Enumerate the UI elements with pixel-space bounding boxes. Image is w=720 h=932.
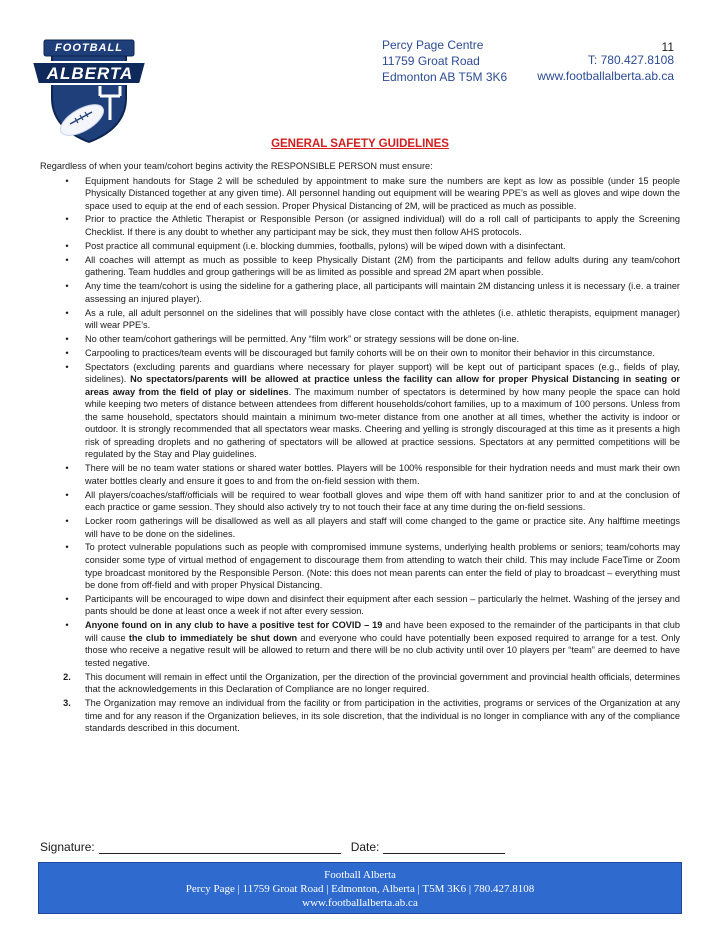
bullet-icon: • — [65, 240, 69, 251]
page-number: 11 — [661, 40, 674, 54]
footer-org-name: Football Alberta — [324, 869, 396, 881]
list-item: • Locker room gatherings will be disallowed as well as all players and staff will come changed to the game or practice site. Any halftime meetings will have to be done on the sidelines. — [40, 515, 680, 540]
date-label: Date: — [350, 840, 380, 854]
address-line: Percy Page Centre — [382, 38, 484, 52]
header-address — [382, 37, 507, 85]
logo-text-top: FOOTBALL — [55, 42, 123, 54]
list-item: • No other team/cohort gatherings will be permitted. Any “film work” or strategy sessions will be done on-line. — [40, 333, 680, 346]
bullet-icon: • — [65, 593, 69, 604]
bullet-icon: • — [65, 620, 69, 631]
logo-text-main: ALBERTA — [46, 64, 134, 83]
list-item: • To protect vulnerable populations such as people with compromised immune systems, underlying health problems or seniors; team/cohorts may consider some type of virtual method of engagement to discourage them from attending to watch their child. This may include FaceTime or Zoom type broadcast monitored by the Responsible Person. (Note: this does not mean parents can enter the field of play to broadcast – everything must be done from off-field and with proper Physical Distancing. — [40, 541, 680, 591]
bullet-icon: • — [65, 542, 69, 553]
page-title: GENERAL SAFETY GUIDELINES — [271, 138, 449, 150]
guidelines-body — [40, 160, 680, 736]
bullet-icon: • — [65, 175, 69, 186]
football-alberta-logo — [30, 36, 148, 144]
numbered-item: 3. The Organization may remove an individual from the facility or from participation in the activities, programs or services of the Organization at any time and for any reason if the Organization believes, in its sole discretion, that the individual is no longer in compliance with any of the compliance standards described in this document. — [40, 697, 680, 735]
bullet-icon: • — [65, 254, 69, 265]
guidelines-list — [40, 175, 680, 670]
phone-number: T: 780.427.8108 — [587, 53, 674, 67]
signature-label: Signature: — [40, 840, 95, 854]
website-link[interactable]: www.footballalberta.ab.ca — [537, 69, 674, 83]
address-line: Edmonton AB T5M 3K6 — [382, 70, 508, 84]
bullet-icon: • — [65, 361, 69, 372]
intro-text: Regardless of when your team/cohort begins activity the RESPONSIBLE PERSON must ensure: — [40, 161, 433, 171]
list-item: • Spectators (excluding parents and guardians where necessary for player support) will be kept out of participant spaces (e.g., fields of play, sidelines). No spectators/parents will be allowed at practice unless the facility can allow for proper Physical Distancing in seating or areas away from the field of play or sidelines. The maximum number of spectators is determined by how many people the space can hold while keeping two meters of distance between attendees from different households/cohort families, up to a maximum of 100 persons. Unless from the same household, spectators should maintain a minimum two-meter distance from one another at all times, whether the activity is indoor or outdoor. It is strongly recommended that all spectators wear masks. Cheering and yelling is strongly discouraged at this time as it presents a high risk of spreading droplets and no gathering of spectators will be allowed at practice sessions. Spectators at any permitted competitions will be regulated by the Stay and Play guidelines. — [40, 361, 680, 461]
footer-address: Percy Page | 11759 Groat Road | Edmonton, Alberta | T5M 3K6 | 780.427.8108 — [185, 883, 535, 895]
numbered-item: 2. This document will remain in effect until the Organization, per the direction of the provincial government and provincial health officials, determines that the acknowledgements in this Declaration of Compliance are no longer required. — [40, 671, 680, 696]
signature-row — [40, 840, 511, 854]
list-item: • As a rule, all adult personnel on the sidelines that will possibly have close contact with the athletes (i.e. athletic therapists, equipment manager) will wear PPE’s. — [40, 307, 680, 332]
list-item: • All players/coaches/staff/officials will be required to wear football gloves and wipe them off with hand sanitizer prior to and at the conclusion of each practice or game session. They should also actively try to not touch their face at any time during the on-field sessions. — [40, 489, 680, 514]
list-item: • Anyone found on in any club to have a positive test for COVID – 19 and have been exposed to the remainder of the participants in that club will cause the club to immediately be shut down and everyone who could have potentially been exposed required to arrange for a test. Only those who receive a negative result will be allowed to return and there will be no club activity until over 10 players per “team” are deemed to have tested negative. — [40, 619, 680, 669]
page-footer — [38, 862, 682, 914]
bullet-icon: • — [65, 347, 69, 358]
list-item: • All coaches will attempt as much as possible to keep Physically Distant (2M) from the participants and fellow adults during any team/cohort gathering. Team huddles and group gatherings will be as limited as possible and spread 2M apart when possible. — [40, 254, 680, 279]
bullet-icon: • — [65, 463, 69, 474]
bullet-icon: • — [65, 516, 69, 527]
numbered-list — [40, 671, 680, 735]
address-line: 11759 Groat Road — [382, 54, 480, 68]
bullet-icon: • — [65, 333, 69, 344]
item-number: 2. — [63, 671, 71, 682]
list-item: • There will be no team water stations or shared water bottles. Players will be 100% responsible for their hydration needs and must mark their own water bottles clearly and ensure it goes to and from the on-field session with them. — [40, 462, 680, 487]
list-item: • Carpooling to practices/team events will be discouraged but family cohorts will be on their own to monitor their behavior in this circumstance. — [40, 347, 680, 360]
bullet-icon: • — [65, 307, 69, 318]
list-item: • Participants will be encouraged to wipe down and disinfect their equipment after each session – particularly the helmet. Washing of the jersey and pants should be done at least once a week if not after every session. — [40, 593, 680, 618]
list-item: • Equipment handouts for Stage 2 will be scheduled by appointment to make sure the numbers are kept as low as possible (under 15 people Physically Distanced together at any given time). All personnel handing out equipment will be wearing PPE’s as well as gloves and wipe down the space used to equip at the end of each session. Proper Physical Distancing of 2M, will be practiced as much as possible. — [40, 175, 680, 213]
bullet-icon: • — [65, 214, 69, 225]
date-field[interactable] — [383, 841, 505, 854]
list-item: • Any time the team/cohort is using the sideline for a gathering place, all participants will maintain 2M distancing unless it is necessary (i.e. a trainer assessing an injured player). — [40, 280, 680, 305]
header-contact — [537, 52, 674, 84]
footer-website[interactable]: www.footballalberta.ab.ca — [302, 897, 418, 909]
item-number: 3. — [63, 698, 71, 709]
signature-field[interactable] — [99, 841, 341, 854]
bullet-icon: • — [65, 281, 69, 292]
bullet-icon: • — [65, 489, 69, 500]
list-item: • Post practice all communal equipment (i.e. blocking dummies, footballs, pylons) will be wiped down with a disinfectant. — [40, 240, 680, 253]
list-item: • Prior to practice the Athletic Therapist or Responsible Person (or assigned individual) will do a roll call of participants to apply the Screening Checklist. If there is any doubt to whether any participant may be sick, they must then follow AHS protocols. — [40, 213, 680, 238]
